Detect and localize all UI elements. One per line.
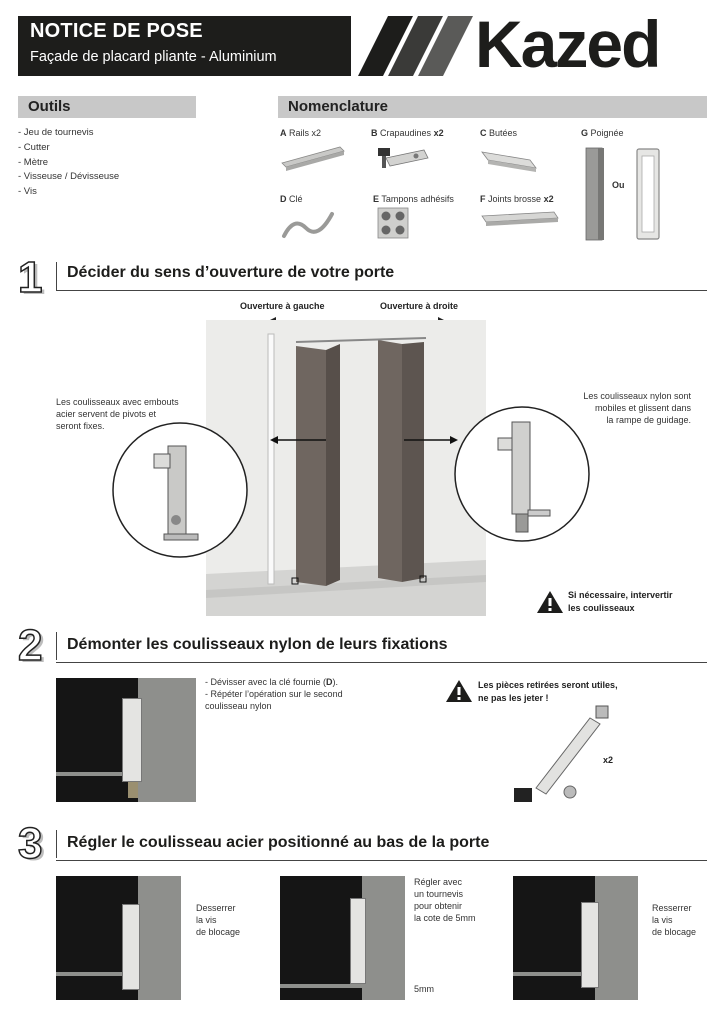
- nomenclature-heading: Nomenclature: [278, 96, 707, 118]
- part-f-label: F Joints brosse x2: [480, 194, 554, 204]
- tool-item: - Cutter: [18, 141, 50, 153]
- tool-item: - Vis: [18, 186, 37, 198]
- open-left-label: Ouverture à gauche: [240, 301, 325, 311]
- step-2-rule: [56, 662, 707, 663]
- step-1-warning: Si nécessaire, intervertir les coulisseaux: [568, 590, 673, 613]
- brand-logo-text: Kazed: [475, 7, 660, 81]
- tools-list: [18, 126, 119, 200]
- step-2-quantity: x2: [603, 755, 614, 765]
- handle-frame-icon: [634, 146, 664, 244]
- adhesive-pads-icon: [376, 206, 410, 240]
- step-2-instructions: - Dévisser avec la clé fournie (D). - Répéter l’opération sur le second coulisseau nylon: [205, 677, 343, 711]
- removed-slider-icon: [506, 704, 616, 808]
- caption-loosen: Desserrer la vis de blocage: [196, 903, 241, 937]
- step-3-photo-adjust: [280, 876, 405, 1000]
- part-e-label: E Tampons adhésifs: [373, 194, 454, 204]
- handle-profile-icon: [584, 146, 608, 242]
- nylon-slider-zoom: [452, 404, 597, 544]
- left-slider-note: Les coulisseaux avec embouts acier servent de pivots et seront fixes.: [56, 397, 179, 431]
- part-d-label: D Clé: [280, 194, 303, 204]
- step-2-number: 2: [18, 621, 43, 670]
- step-3-rule: [56, 860, 707, 861]
- or-label: Ou: [612, 180, 625, 190]
- brush-seal-icon: [480, 208, 560, 230]
- warning-icon: [445, 679, 473, 703]
- step-3-title: Régler le coulisseau acier positionné au bas de la porte: [67, 834, 490, 851]
- right-slider-note: Les coulisseaux nylon sont mobiles et glissent dans la rampe de guidage.: [583, 391, 691, 425]
- document-subtitle: Façade de placard pliante - Aluminium: [30, 49, 277, 65]
- allen-key-icon: [280, 206, 340, 242]
- step-2-divider: [56, 632, 57, 660]
- step-2-title: Démonter les coulisseaux nylon de leurs fixations: [67, 636, 448, 653]
- pivot-bracket-icon: [372, 142, 432, 176]
- step-2-warning: Les pièces retirées seront utiles, ne pas les jeter !: [478, 680, 618, 703]
- steel-slider-zoom: [110, 420, 255, 562]
- step-1-title: Décider du sens d’ouverture de votre porte: [67, 264, 395, 281]
- document-title: NOTICE DE POSE: [30, 20, 203, 42]
- step-3-photo-tighten: [513, 876, 638, 1000]
- open-right-label: Ouverture à droite: [380, 301, 459, 311]
- caption-tighten: Resserrer la vis de blocage: [652, 903, 697, 937]
- tool-item: - Visseuse / Dévisseuse: [18, 171, 120, 183]
- step-1-divider: [56, 262, 57, 290]
- rail-icon: [280, 143, 346, 171]
- tool-item: - Jeu de tournevis: [18, 127, 94, 138]
- part-b-label: B Crapaudines x2: [371, 128, 444, 138]
- step-3-divider: [56, 830, 57, 858]
- part-g-label: G Poignée: [581, 128, 624, 138]
- caption-adjust: Régler avec un tournevis pour obtenir la cote de 5mm: [414, 877, 476, 923]
- part-c-label: C Butées: [480, 128, 518, 138]
- door-stop-icon: [480, 146, 540, 174]
- tool-item: - Mètre: [18, 156, 49, 168]
- step-3-number: 3: [18, 819, 43, 868]
- brand-logo-mark-icon: [358, 16, 478, 76]
- tools-heading: Outils: [18, 96, 196, 118]
- step-1-rule: [56, 290, 707, 291]
- warning-icon: [536, 590, 564, 614]
- step-2-photo: [56, 678, 196, 802]
- step-3-photo-loosen: [56, 876, 181, 1000]
- part-a-label: A Rails x2: [280, 128, 322, 138]
- dimension-label: 5mm: [414, 984, 434, 994]
- step-1-number: 1: [18, 253, 43, 302]
- header-title-box: [18, 16, 351, 76]
